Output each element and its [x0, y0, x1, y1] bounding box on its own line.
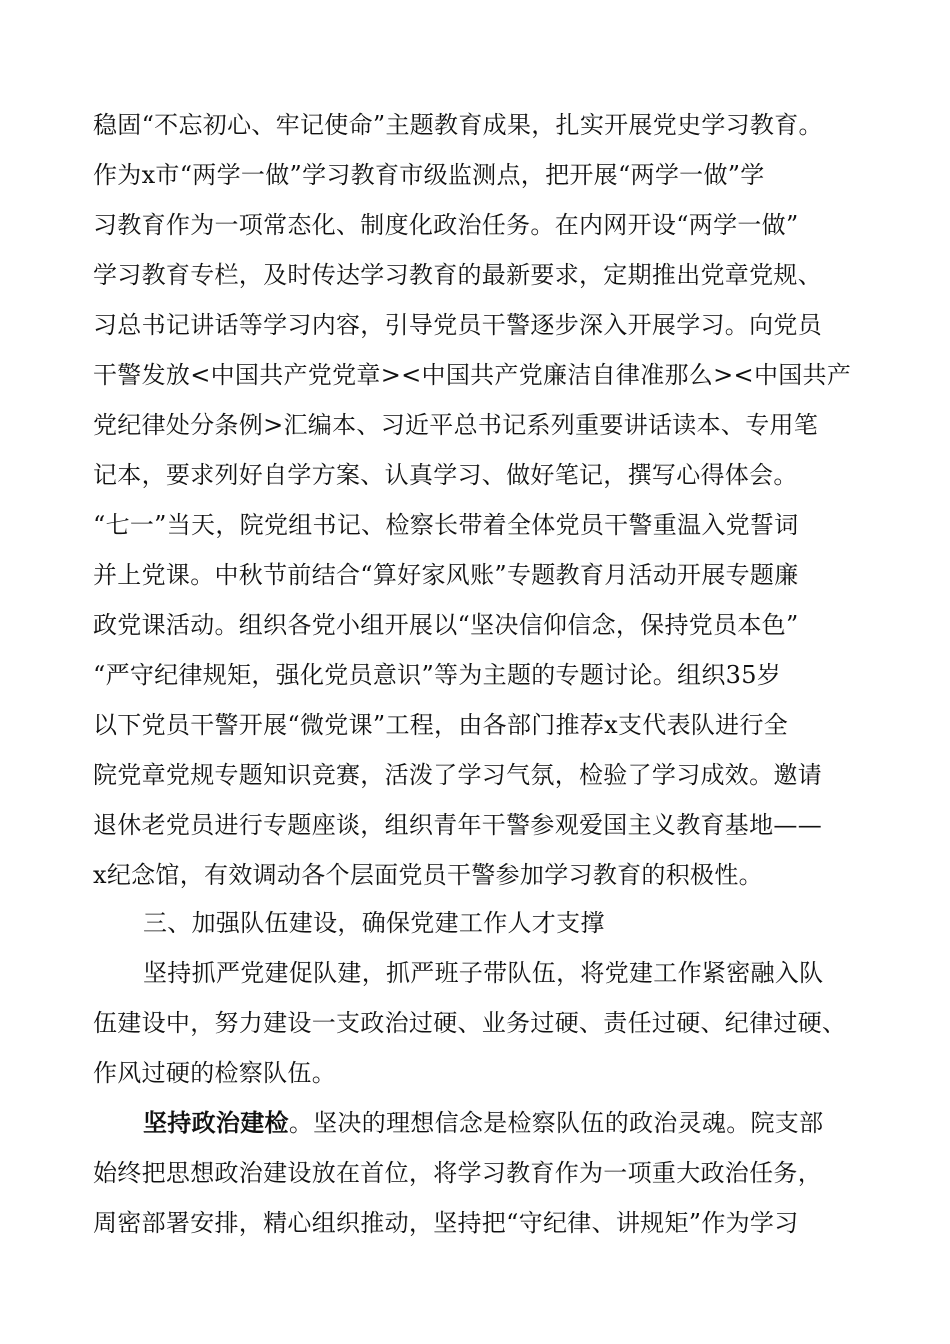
section-heading: 三、加强队伍建设，确保党建工作人才支撑 [143, 909, 605, 937]
paragraph-lead-line [143, 1108, 823, 1138]
text-line: 伍建设中，努力建设一支政治过硬、业务过硬、责任过硬、纪律过硬、 [93, 1009, 847, 1037]
text-line: 并上党课。中秋节前结合“算好家风账”专题教育月活动开展专题廉 [93, 561, 799, 589]
text-line: 党纪律处分条例>汇编本、习近平总书记系列重要讲话读本、专用笔 [93, 411, 819, 439]
text-line: 习教育作为一项常态化、制度化政治任务。在内网开设“两学一做” [93, 211, 799, 239]
text-line: 坚持抓严党建促队建，抓严班子带队伍，将党建工作紧密融入队 [143, 959, 824, 987]
text-line: 作风过硬的检察队伍。 [93, 1059, 336, 1087]
text-line: 干警发放<中国共产党党章><中国共产党廉洁自律准那么><中国共产 [93, 361, 852, 389]
text-line: 作为x市“两学一做”学习教育市级监测点，把开展“两学一做”学 [93, 161, 765, 189]
text-line: 记本，要求列好自学方案、认真学习、做好笔记，撰写心得体会。 [93, 461, 798, 489]
lead-rest-text: 。坚决的理想信念是检察队伍的政治灵魂。院支部 [288, 1109, 824, 1137]
text-line: 始终把思想政治建设放在首位，将学习教育作为一项重大政治任务， [93, 1159, 822, 1187]
text-line: x纪念馆，有效调动各个层面党员干警参加学习教育的积极性。 [93, 861, 763, 889]
text-line: 稳固“不忘初心、牢记使命”主题教育成果，扎实开展党史学习教育。 [93, 111, 823, 139]
bold-lead-phrase: 坚持政治建检 [143, 1109, 289, 1137]
text-line: 学习教育专栏，及时传达学习教育的最新要求，定期推出党章党规、 [93, 261, 822, 289]
text-line: 退休老党员进行专题座谈，组织青年干警参观爱国主义教育基地—— [93, 811, 822, 839]
text-line: “严守纪律规矩，强化党员意识”等为主题的专题讨论。组织35岁 [93, 661, 782, 689]
text-line: 以下党员干警开展“微党课”工程，由各部门推荐x支代表队进行全 [93, 711, 789, 739]
text-line: 院党章党规专题知识竞赛，活泼了学习气氛，检验了学习成效。邀请 [93, 761, 822, 789]
text-line: 政党课活动。组织各党小组开展以“坚决信仰信念，保持党员本色” [93, 611, 799, 639]
text-line: 习总书记讲话等学习内容，引导党员干警逐步深入开展学习。向党员 [93, 311, 822, 339]
text-line: 周密部署安排，精心组织推动，坚持把“守纪律、讲规矩”作为学习 [93, 1209, 799, 1237]
text-line: “七一”当天，院党组书记、检察长带着全体党员干警重温入党誓词 [93, 511, 799, 539]
